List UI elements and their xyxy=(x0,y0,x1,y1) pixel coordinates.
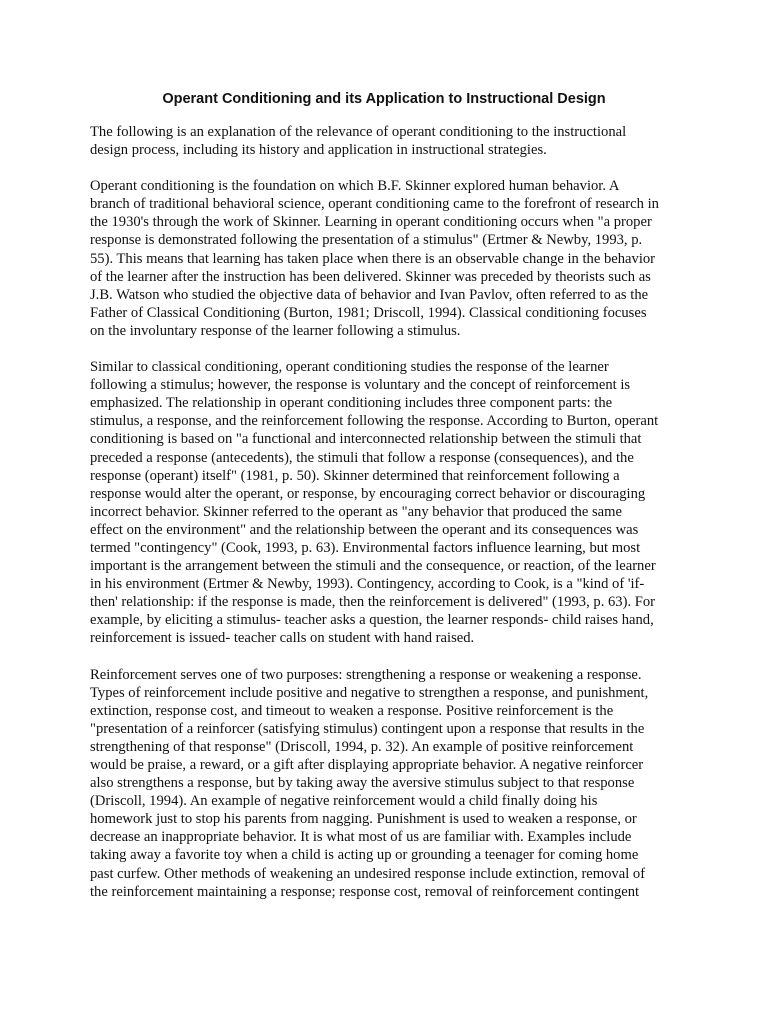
text-line: response is demonstrated following the presentation of a stimulus" (Ertmer & Newby, 1993, p. xyxy=(90,232,643,249)
text-line: 55). This means that learning has taken place when there is an observable change in the behavior xyxy=(90,250,656,267)
text-line: termed "contingency" (Cook, 1993, p. 63). Environmental factors influence learning, but most xyxy=(90,539,641,556)
text-line: design process, including its history and application in instructional strategies. xyxy=(90,142,547,159)
text-line: taking away a favorite toy when a child is acting up or grounding a teenager for coming home xyxy=(90,847,639,864)
text-line: response would alter the operant, or response, by encouraging correct behavior or discouraging xyxy=(90,485,646,502)
text-line: (Driscoll, 1994). An example of negative reinforcement would a child finally doing his xyxy=(90,793,598,810)
text-line: Father of Classical Conditioning (Burton, 1981; Driscoll, 1994). Classical conditioning focuses xyxy=(90,304,647,321)
document-title: Operant Conditioning and its Application to Instructional Design xyxy=(162,91,606,107)
text-line: conditioning is based on "a functional and interconnected relationship between the stimuli that xyxy=(90,431,642,448)
text-line: past curfew. Other methods of weakening an undesired response include extinction, removal of xyxy=(90,865,646,882)
text-line: incorrect behavior. Skinner referred to the operant as "any behavior that produced the same xyxy=(90,503,622,520)
text-line: stimulus, a response, and the reinforcement following the response. According to Burton, operant xyxy=(90,413,659,430)
text-line: strengthening of that response" (Driscoll, 1994, p. 32). An example of positive reinforcement xyxy=(90,738,634,755)
paragraph-intro xyxy=(90,123,680,159)
text-line: preceded a response (antecedents), the stimuli that follow a response (consequences), and the xyxy=(90,449,634,466)
text-line: response (operant) itself" (1981, p. 50). Skinner determined that reinforcement following a xyxy=(90,467,620,484)
text-line: in his environment (Ertmer & Newby, 1993). Contingency, according to Cook, is a "kind of 'if- xyxy=(90,576,645,593)
text-line: of the learner after the instruction has been delivered. Skinner was preceded by theorists such as xyxy=(90,268,651,285)
text-line: Reinforcement serves one of two purposes: strengthening a response or weakening a response. xyxy=(90,666,642,683)
text-line: then' relationship: if the response is made, then the reinforcement is delivered" (1993, p. 63). For xyxy=(90,594,656,611)
paragraph-reinforcement xyxy=(90,666,680,901)
text-line: homework just to stop his parents from nagging. Punishment is used to weaken a response, or xyxy=(90,811,637,828)
paragraph-operant-foundation xyxy=(90,177,680,340)
text-line: J.B. Watson who studied the objective data of behavior and Ivan Pavlov, often referred to as the xyxy=(90,286,649,303)
text-line: important is the arrangement between the stimuli and the consequence, or reaction, of the learner xyxy=(90,558,656,575)
text-line: would be praise, a reward, or a gift after displaying appropriate behavior. A negative reinforcer xyxy=(90,757,644,773)
text-line: "presentation of a reinforcer (satisfying stimulus) contingent upon a response that results in the xyxy=(90,720,645,737)
text-line: Similar to classical conditioning, operant conditioning studies the response of the learner xyxy=(90,359,609,376)
text-line: also strengthens a response, but by taking away the aversive stimulus subject to that response xyxy=(90,775,635,792)
text-line: Operant conditioning is the foundation on which B.F. Skinner explored human behavior. A xyxy=(90,178,620,195)
text-line: reinforcement is issued- teacher calls on student with hand raised. xyxy=(90,630,475,647)
text-line: example, by eliciting a stimulus- teacher asks a question, the learner responds- child raises hand, xyxy=(90,612,654,629)
text-line: branch of traditional behavioral science, operant conditioning came to the forefront of research in xyxy=(90,196,659,213)
text-line: emphasized. The relationship in operant conditioning includes three component parts: the xyxy=(90,395,613,412)
text-line: following a stimulus; however, the response is voluntary and the concept of reinforcement is xyxy=(90,377,631,394)
text-line: The following is an explanation of the relevance of operant conditioning to the instructional xyxy=(90,124,627,140)
paragraph-classical-comparison xyxy=(90,358,680,648)
text-line: Types of reinforcement include positive and negative to strengthen a response, and punishment, xyxy=(90,684,649,701)
text-line: the 1930's through the work of Skinner. Learning in operant conditioning occurs when "a proper xyxy=(90,214,652,231)
text-line: effect on the environment" and the relationship between the operant and its consequences was xyxy=(90,521,639,538)
text-line: decrease an inappropriate behavior. It is what most of us are familiar with. Examples include xyxy=(90,829,632,846)
text-line: the reinforcement maintaining a response; response cost, removal of reinforcement contingent xyxy=(90,883,640,900)
document-body xyxy=(90,123,680,919)
text-line: on the involuntary response of the learner following a stimulus. xyxy=(90,322,461,339)
text-line: extinction, response cost, and timeout to weaken a response. Positive reinforcement is the xyxy=(90,702,614,719)
